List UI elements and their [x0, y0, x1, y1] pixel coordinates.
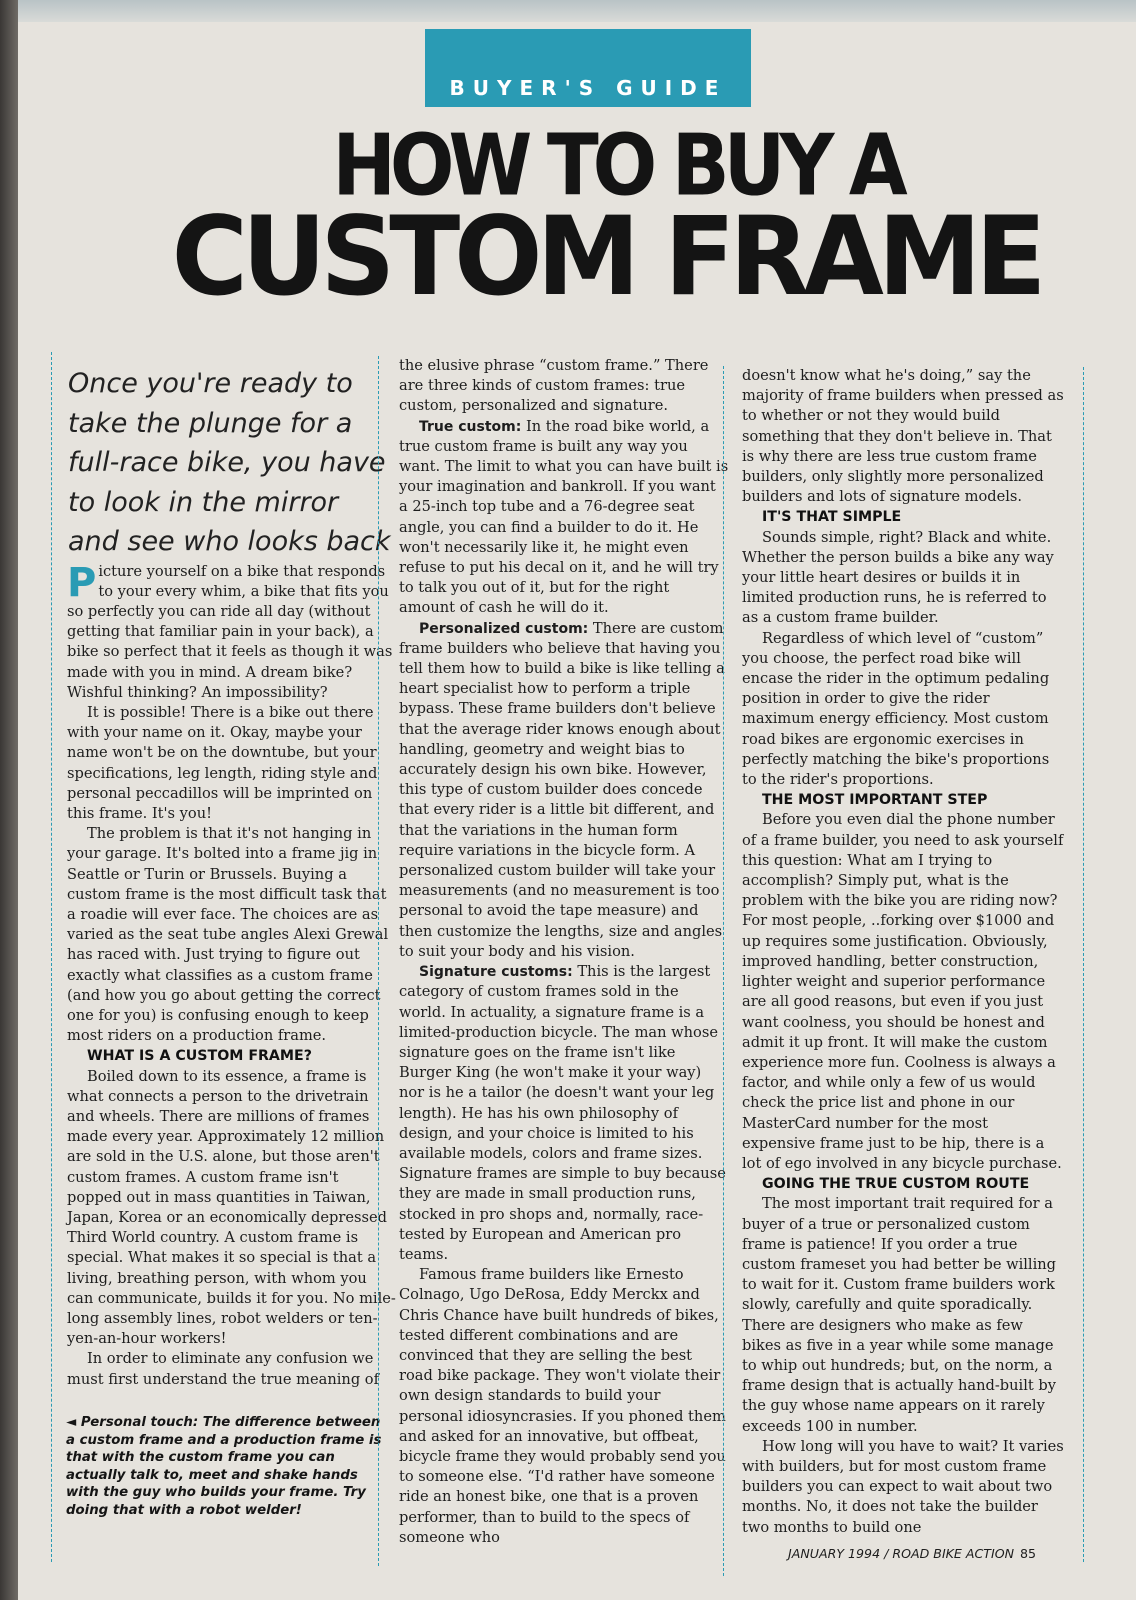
caption-text: Personal touch: The difference between a custom frame and a production frame is that with the custom frame you can actually talk to, meet and shake hands with the guy who builds your frame. Try doing that with a robot welder!	[66, 1415, 382, 1518]
headline-line-1: HOW TO BUY A	[332, 115, 902, 215]
paragraph: doesn't know what he's doing,” say the majority of frame builders when pressed as to whether or not they would build something that they don't believe in. That is why there are less true custom frame builders, only slightly more personalized builders and lots of signature models.	[742, 367, 1064, 506]
paragraph	[399, 619, 729, 962]
subhead-important-step: THE MOST IMPORTANT STEP	[762, 792, 988, 809]
intro-paragraph	[67, 559, 397, 703]
runin-personalized: Personalized custom:	[419, 620, 589, 637]
section-banner: BUYER'S GUIDE	[425, 29, 751, 107]
column-3	[723, 366, 1064, 1576]
deck-text: Once you're ready to take the plunge for a full-race bike, you have to look in the mirror and see who looks back	[68, 368, 391, 557]
headline-line-2: CUSTOM FRAME	[171, 192, 1041, 321]
runin-signature: Signature customs:	[419, 964, 573, 981]
paragraph: The most important trait required for a buyer of a true or personalized custom frame is patience! If you order a true custom frameset you had better be willing to wait for it. Custom frame builders work slowly, carefully and quite sporadically. There are designers who make as few bikes as five in a year while some manage to whip out hundreds; but, on the norm, a frame design that is actually hand-built by the guy whose name appears on it rarely exceeds 100 in number.	[742, 1195, 1057, 1435]
paragraph: the elusive phrase “custom frame.” There are three kinds of custom frames: true custom, personalized and signature.	[399, 357, 709, 415]
subhead-true-custom-route: GOING THE TRUE CUSTOM ROUTE	[762, 1176, 1030, 1193]
paragraph: How long will you have to wait? It varies with builders, but for most custom frame builders you can expect to wait about two months. No, it does not take the builder two months to build one	[742, 1437, 1064, 1536]
paragraph	[399, 417, 729, 619]
paragraph: Before you even dial the phone number of a frame builder, you need to ask yourself this question: What am I trying to accomplish? Simply put, what is the problem with the bike you are riding now? For most people, ..forking over $1000 and up requires some justification. Obviously, improved handling, better construction, lighter weight and superior performance are all good reasons, but even if you just want coolness, you should be honest and admit it up front. It will make the custom experience more fun. Coolness is always a factor, and while only a few of us would check the price list and phone in our MasterCard number for the most expensive frame just to be hip, there is a lot of ego involved in any bicycle purchase.	[742, 811, 1064, 1172]
paragraph	[399, 962, 729, 1265]
column-1	[51, 352, 397, 1562]
paragraph: The problem is that it's not hanging in your garage. It's bolted into a frame jig in Seattle or Turin or Brussels. Buying a custom frame is the most difficult task that a roadie will ever face. The choices are as varied as the seat tube angles Alexi Grewal has raced with. Just trying to figure out exactly what classifies as a custom frame (and how you go about getting the correct one for you) is confusing enough to keep most riders on a production frame.	[67, 825, 389, 1045]
paragraph: Regardless of which level of “custom” you choose, the perfect road bike will encase the rider in the optimum pedaling position in order to give the rider maximum energy efficiency. Most custom road bikes are ergonomic exercises in perfectly matching the bike's proportions to the rider's proportions.	[742, 629, 1050, 789]
paragraph-text: This is the largest category of custom frames sold in the world. In actuality, a signature frame is a limited-production bicycle. The man whose signature goes on the frame isn't like Burger King (he won't make it your way) nor is he a tailor (he doesn't want your leg length). He has his own philosophy of design, and your choice is limited to his available models, colors and frame sizes. Signature frames are simple to buy because they are made in small production runs, stocked in pro shops and, normally, race-tested by European and American pro teams.	[399, 963, 726, 1263]
subhead-what-is: WHAT IS A CUSTOM FRAME?	[87, 1048, 312, 1065]
intro-text: icture yourself on a bike that responds to your every whim, a bike that fits you so perfectly you can ride all day (without getting that familiar pain in your back), a bike so perfect that it feels as though it was made with you in mind. A dream bike? Wishful thinking? An impossibility?	[67, 562, 393, 701]
subhead-simple: IT'S THAT SIMPLE	[762, 509, 902, 526]
page-number: 85	[1020, 1546, 1037, 1561]
issue-line: JANUARY 1994 / ROAD BIKE ACTION	[788, 1546, 1015, 1561]
top-edge	[18, 0, 1136, 22]
column-rule	[1083, 367, 1084, 1562]
paragraph-text: In the road bike world, a true custom frame is built any way you want. The limit to what you can have built is your imagination and bankroll. If you want a 25-inch top tube and a 76-degree seat angle, you can find a builder to do it. He won't necessarily like it, he might even refuse to put his decal on it, and he will try to talk you out of it, but for the right amount of cash he will do it.	[399, 417, 729, 617]
paragraph: It is possible! There is a bike out there with your name on it. Okay, maybe your name won't be on the downtube, but your specifications, leg length, riding style and personal peccadillos will be imprinted on this frame. It's you!	[67, 703, 378, 822]
column-2	[378, 356, 729, 1566]
paragraph: In order to eliminate any confusion we must first understand the true meaning of	[67, 1350, 379, 1388]
paragraph-text: There are custom frame builders who believe that having you tell them how to build a bike is like telling a heart specialist how to perform a triple bypass. These frame builders don't believe that the average rider knows enough about handling, geometry and weight bias to accurately design his own bike. However, this type of custom builder does concede that every rider is a little bit different, and that the variations in the human form require variations in the bicycle form. A personalized custom builder will take your measurements (and no measurement is too personal to avoid the tape measure) and then customize the lengths, size and angles to suit your body and his vision.	[399, 619, 725, 960]
magazine-page	[18, 22, 1136, 1600]
page-footer	[788, 1546, 1036, 1561]
photo-caption	[66, 1414, 384, 1520]
paragraph: Sounds simple, right? Black and white. Whether the person builds a bike any way your little heart desires or builds it in limited production runs, he is referred to as a custom frame builder.	[742, 528, 1054, 627]
drop-cap: P	[67, 559, 97, 606]
paragraph: Boiled down to its essence, a frame is what connects a person to the drivetrain and wheels. There are millions of frames made every year. Approximately 12 million are sold in the U.S. alone, but those aren't custom frames. A custom frame isn't popped out in mass quantities in Taiwan, Japan, Korea or an economically depressed Third World country. A custom frame is special. What makes it so special is that a living, breathing person, with whom you can communicate, builds it for you. No mile-long assembly lines, robot welders or ten-yen-an-hour workers!	[67, 1067, 396, 1348]
caption-arrow-icon: ◄	[66, 1415, 77, 1430]
binding-shadow	[0, 0, 18, 1600]
paragraph: Famous frame builders like Ernesto Colnago, Ugo DeRosa, Eddy Merckx and Chris Chance have built hundreds of bikes, tested different combinations and are convinced that they are selling the best road bike package. They won't violate their own design standards to build your personal idiosyncrasies. If you phoned them and asked for an innovative, but offbeat, bicycle frame they would probably send you to someone else. “I'd rather have someone ride an honest bike, one that is a proven performer, than to build to the specs of someone who	[399, 1266, 726, 1546]
runin-true-custom: True custom:	[419, 418, 522, 435]
